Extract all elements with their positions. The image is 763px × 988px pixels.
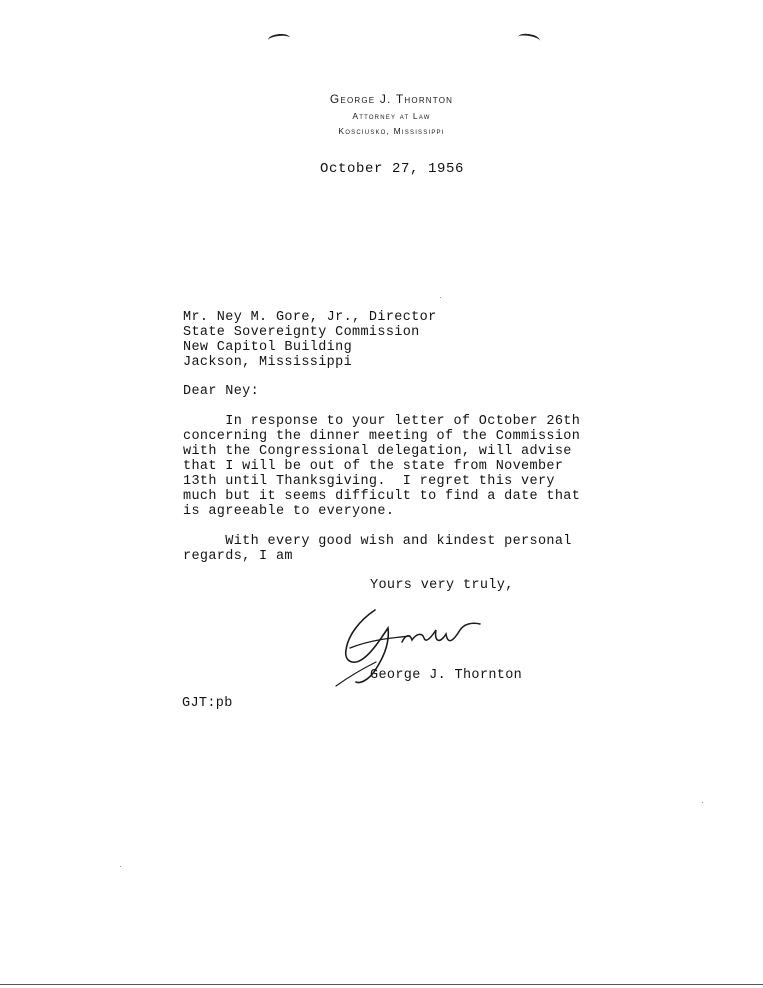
body-line: is agreeable to everyone.	[183, 504, 395, 519]
salutation: Dear Ney:	[183, 384, 260, 399]
body-line: concerning the dinner meeting of the Commission	[183, 429, 581, 444]
body-line: much but it seems difficult to find a date that	[183, 489, 581, 504]
body-line: that I will be out of the state from November	[183, 459, 564, 474]
letterhead-city: Kosciusko, Mississippi	[338, 126, 445, 136]
address-line: State Sovereignty Commission	[183, 325, 420, 340]
complimentary-close: Yours very truly,	[370, 578, 514, 593]
letter-date: October 27, 1956	[320, 161, 465, 177]
address-line: Jackson, Mississippi	[183, 355, 353, 370]
letterhead-name: George J. Thornton	[329, 92, 454, 106]
page-edge-line	[0, 984, 763, 985]
letterhead-title: Attorney at Law	[352, 111, 431, 121]
body-line: regards, I am	[183, 549, 293, 564]
typist-initials: GJT:pb	[182, 696, 233, 711]
paper-speck	[120, 866, 121, 867]
staple-mark	[517, 32, 540, 46]
address-line: New Capitol Building	[183, 340, 353, 355]
body-paragraph-1	[183, 414, 580, 519]
staple-mark	[268, 33, 291, 45]
body-line: with the Congressional delegation, will advise	[183, 444, 572, 459]
body-line: In response to your letter of October 26th	[183, 414, 581, 429]
paper-speck	[440, 297, 441, 298]
recipient-address	[183, 310, 437, 370]
body-paragraph-2	[183, 534, 572, 564]
body-line: With every good wish and kindest personal	[183, 534, 572, 549]
body-line: 13th until Thanksgiving. I regret this very	[183, 474, 555, 489]
signer-name: George J. Thornton	[370, 668, 523, 683]
address-line: Mr. Ney M. Gore, Jr., Director	[183, 310, 437, 325]
paper-speck	[702, 802, 703, 803]
